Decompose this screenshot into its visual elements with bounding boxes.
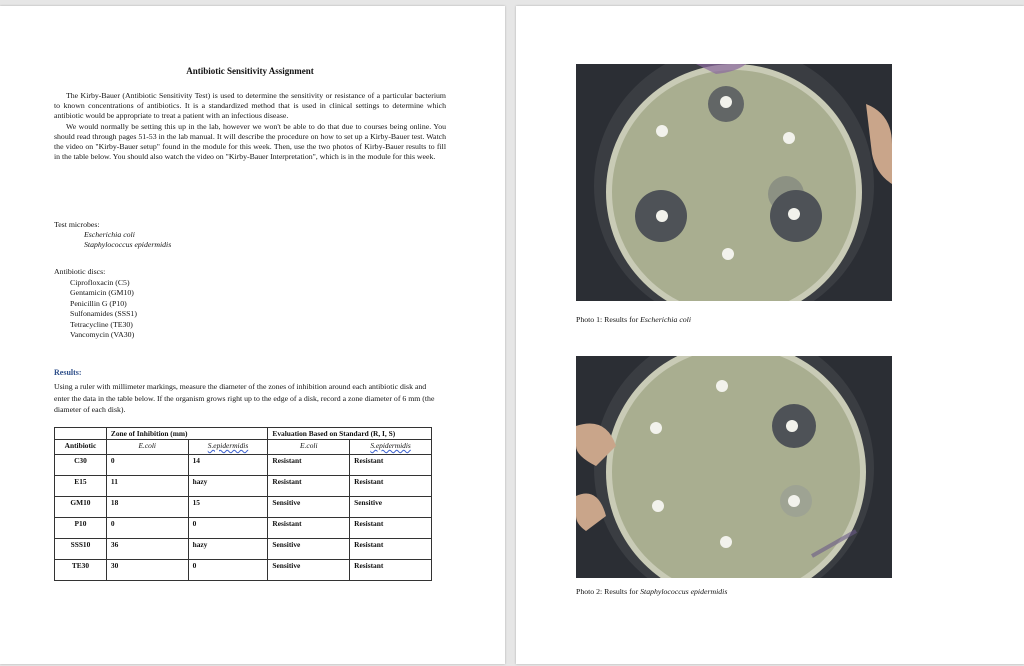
antibiotic-cell: SSS10 — [55, 539, 107, 560]
document-page-left — [0, 6, 505, 664]
zone-header: Zone of Inhibition (mm) — [106, 428, 267, 440]
ecoli-zone-cell: 18 — [106, 497, 188, 518]
results-instructions: Using a ruler with millimeter markings, measure the diameter of the zones of inhibition around each antibiotic disk and enter the data in the table below. If the organism grows right up to the edge of a disk, record a zone diameter of 6 mm (the diameter of each disk). — [54, 382, 435, 414]
sepi-zone-cell: hazy — [188, 476, 268, 497]
intro-text — [54, 91, 446, 162]
results-table — [54, 427, 432, 581]
results-heading: Results: — [54, 368, 82, 377]
disc-item: Vancomycin (VA30) — [70, 330, 135, 340]
antibiotic-cell: GM10 — [55, 497, 107, 518]
photo-1-caption: Photo 1: Results for Escherichia coli — [576, 315, 692, 324]
sepi-eval-column-header: S.epidermidis — [350, 440, 432, 455]
sepi-column-header: S.epidermidis — [188, 440, 268, 455]
intro-paragraph-2: We would normally be setting this up in the lab, however we won't be able to do that due to courses being online. You should read through pages 51-53 in the lab manual. It will describe the procedure on how to set up a Kirby-Bauer test. Watch the video on "Kirby-Bauer setup" found in the module for this week. Then, use the two photos of Kirby-Bauer results to fill in the table below. You should also watch the video on "Kirby-Bauer Interpretation", which is in the module for this week. — [54, 121, 446, 162]
ecoli-eval-cell: Sensitive — [268, 539, 350, 560]
ecoli-eval-cell: Resistant — [268, 455, 350, 476]
document-page-right — [516, 6, 1024, 664]
table-row — [55, 497, 432, 518]
disc-item: Tetracycline (TE30) — [70, 319, 133, 329]
table-row — [55, 476, 432, 497]
disc-item: Penicillin G (P10) — [70, 298, 127, 308]
ecoli-eval-cell: Sensitive — [268, 497, 350, 518]
ecoli-eval-cell: Sensitive — [268, 560, 350, 581]
petri-dish-photo-ecoli — [576, 64, 892, 301]
antibiotic-discs-label: Antibiotic discs: — [54, 267, 106, 276]
photo-2-caption: Photo 2: Results for Staphylococcus epidermidis — [576, 587, 728, 596]
blank-header-cell — [55, 428, 107, 440]
intro-paragraph-1: The Kirby-Bauer (Antibiotic Sensitivity Test) is used to determine the sensitivity or resistance of a particular bacterium to known concentrations of antibiotics. It is a standardized method that is used in clinical settings to determine which antibiotic would be appropriate to treat a patient with an infectious disease. — [54, 91, 446, 121]
disc-item: Sulfonamides (SSS1) — [70, 309, 137, 319]
sepi-zone-cell: hazy — [188, 539, 268, 560]
sepi-zone-cell: 0 — [188, 518, 268, 539]
sepi-eval-cell: Resistant — [350, 476, 432, 497]
petri-dish-image — [576, 356, 892, 578]
disc-item: Gentamicin (GM10) — [70, 288, 134, 298]
sepi-zone-cell: 15 — [188, 497, 268, 518]
ecoli-zone-cell: 36 — [106, 539, 188, 560]
sepi-zone-cell: 14 — [188, 455, 268, 476]
petri-dish-image — [576, 64, 892, 301]
microbe-list — [84, 230, 171, 251]
table-row — [55, 539, 432, 560]
microbe-item: Staphylococcus epidermidis — [84, 240, 172, 250]
antibiotic-cell: E15 — [55, 476, 107, 497]
antibiotic-column-header: Antibiotic — [55, 440, 107, 455]
antibiotic-cell: TE30 — [55, 560, 107, 581]
antibiotic-cell: C30 — [55, 455, 107, 476]
test-microbes-label: Test microbes: — [54, 220, 100, 229]
ecoli-eval-column-header: E.coli — [268, 440, 350, 455]
table-row — [55, 455, 432, 476]
ecoli-zone-cell: 11 — [106, 476, 188, 497]
ecoli-zone-cell: 30 — [106, 560, 188, 581]
disc-list — [70, 278, 137, 340]
sepi-eval-cell: Resistant — [350, 539, 432, 560]
sepi-eval-cell: Resistant — [350, 455, 432, 476]
sepi-eval-cell: Sensitive — [350, 497, 432, 518]
ecoli-zone-cell: 0 — [106, 518, 188, 539]
sepi-eval-cell: Resistant — [350, 518, 432, 539]
ecoli-eval-cell: Resistant — [268, 476, 350, 497]
ecoli-zone-cell: 0 — [106, 455, 188, 476]
eval-header: Evaluation Based on Standard (R, I, S) — [268, 428, 432, 440]
table-row — [55, 560, 432, 581]
sepi-zone-cell: 0 — [188, 560, 268, 581]
disc-item: Ciprofloxacin (C5) — [70, 278, 130, 287]
petri-dish-photo-sepidermidis — [576, 356, 892, 578]
table-row — [55, 518, 432, 539]
antibiotic-cell: P10 — [55, 518, 107, 539]
ecoli-column-header: E.coli — [106, 440, 188, 455]
sepi-eval-cell: Resistant — [350, 560, 432, 581]
ecoli-eval-cell: Resistant — [268, 518, 350, 539]
document-title: Antibiotic Sensitivity Assignment — [186, 66, 314, 76]
microbe-item: Escherichia coli — [84, 230, 135, 239]
